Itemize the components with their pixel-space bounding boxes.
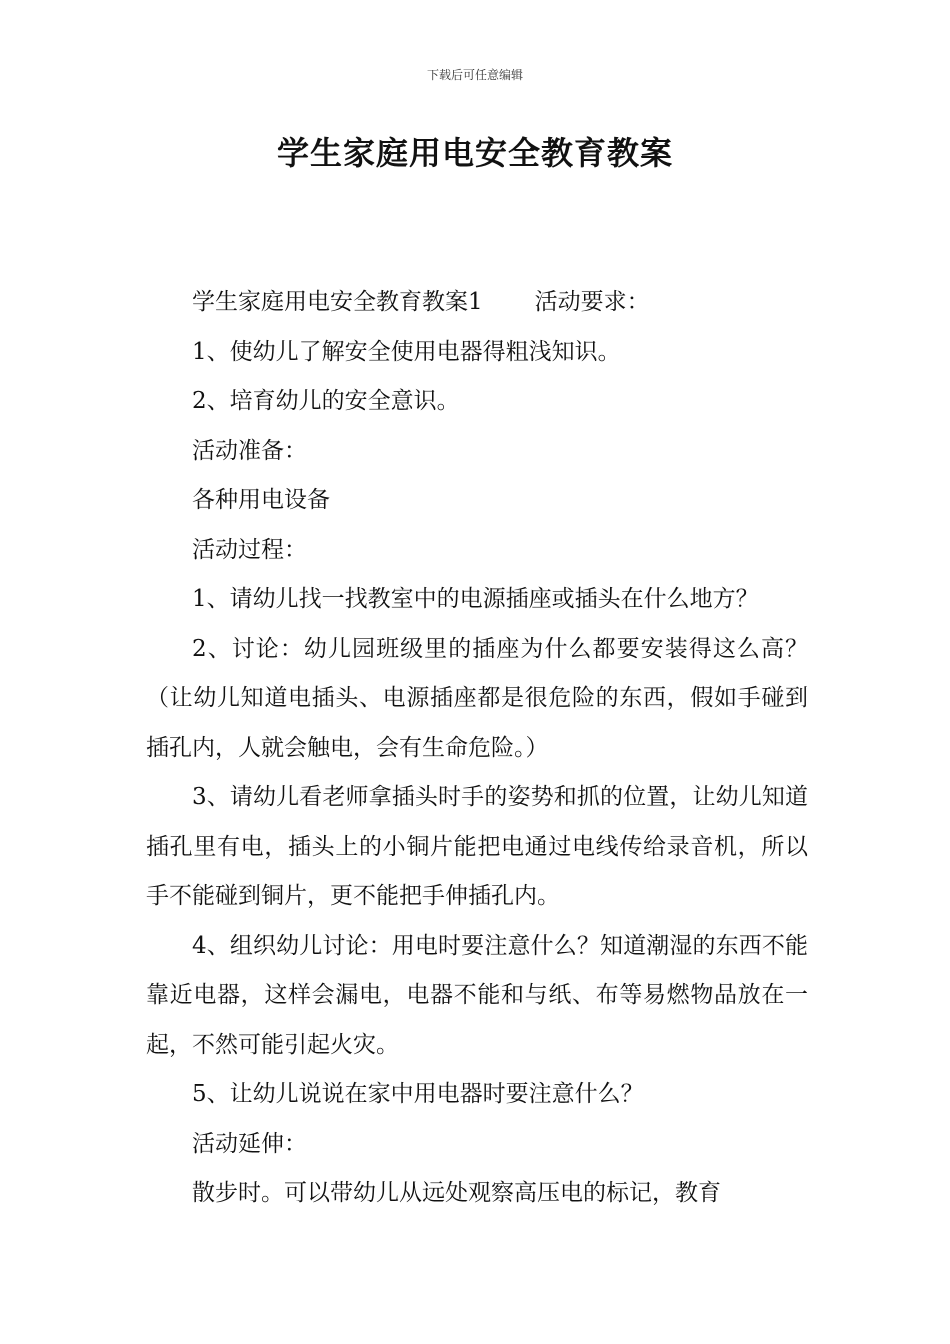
- paragraph: 各种用电设备: [192, 487, 330, 513]
- section-heading: 学生家庭用电安全教育教案1: [192, 289, 483, 315]
- activity-requirements-label: 活动要求：: [534, 289, 650, 315]
- paragraph: 5、让幼儿说说在家中用电器时要注意什么？: [192, 1081, 644, 1107]
- paragraph: 活动延伸：: [192, 1130, 307, 1157]
- document-body: [146, 278, 808, 1219]
- paragraph-intro: [146, 278, 808, 328]
- page-header-note: 下载后可任意编辑: [426, 68, 523, 82]
- document-title: 学生家庭用电安全教育教案: [276, 134, 673, 172]
- paragraph: 2、培育幼儿的安全意识。: [192, 388, 460, 414]
- paragraph: 3、请幼儿看老师拿插头时手的姿势和抓的位置，让幼儿知道插孔里有电，插头上的小铜片能把电通过电线传给录音机，所以手不能碰到铜片，更不能把手伸插孔内。: [146, 784, 808, 909]
- paragraph: 活动过程：: [192, 536, 307, 563]
- paragraph: 4、组织幼儿讨论：用电时要注意什么？知道潮湿的东西不能靠近电器，这样会漏电，电器不能和与纸、布等易燃物品放在一起，不然可能引起火灾。: [146, 932, 808, 1058]
- paragraph: 活动准备：: [192, 437, 307, 464]
- paragraph: 1、请幼儿找一找教室中的电源插座或插头在什么地方？: [192, 586, 759, 612]
- paragraph: 2、讨论：幼儿园班级里的插座为什么都要安装得这么高？（让幼儿知道电插头、电源插座都是很危险的东西，假如手碰到插孔内，人就会触电，会有生命危险。）: [146, 635, 808, 761]
- paragraph: 散步时。可以带幼儿从远处观察高压电的标记，教育: [192, 1180, 721, 1206]
- paragraph: 1、使幼儿了解安全使用电器得粗浅知识。: [192, 338, 621, 365]
